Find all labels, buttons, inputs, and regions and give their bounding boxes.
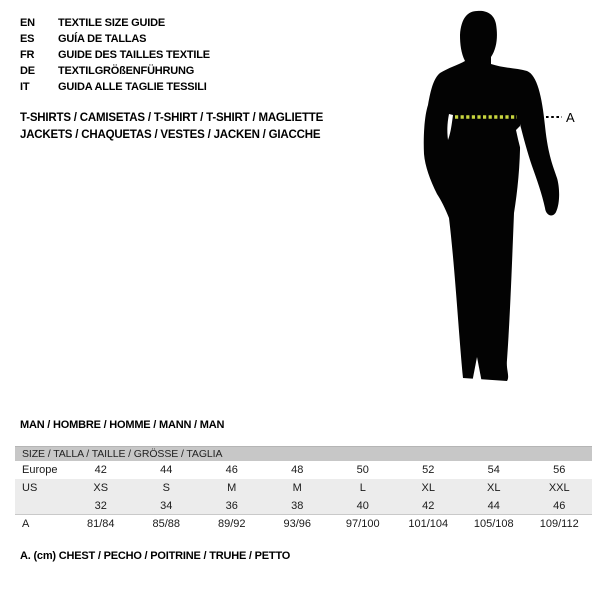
table-cell: 46 <box>225 464 238 476</box>
garment-categories <box>20 110 323 144</box>
row-label: A <box>22 518 30 530</box>
table-cell: M <box>227 482 237 494</box>
table-cell: 85/88 <box>152 518 181 530</box>
table-cell: XL <box>487 482 501 494</box>
table-cell: 56 <box>553 464 566 476</box>
legend-row-en <box>20 15 210 31</box>
measurement-figure <box>415 8 590 388</box>
table-cell: 42 <box>422 500 435 512</box>
lang-code: ES <box>20 33 35 45</box>
table-cell: 93/96 <box>283 518 312 530</box>
lang-title: TEXTILGRÖßENFÜHRUNG <box>58 65 195 77</box>
table-cell: 54 <box>487 464 500 476</box>
legend-row-fr <box>20 47 210 63</box>
lang-code: FR <box>20 49 35 61</box>
lang-title: GUÍA DE TALLAS <box>58 33 147 45</box>
lang-code: IT <box>20 81 30 93</box>
table-cell: 44 <box>487 500 500 512</box>
table-cell: 81/84 <box>86 518 115 530</box>
size-table-header: SIZE / TALLA / TAILLE / GRÖSSE / TAGLIA <box>15 446 592 461</box>
table-row-us <box>15 479 592 497</box>
category-line-jackets: JACKETS / CHAQUETAS / VESTES / JACKEN / GIACCHE <box>20 129 321 141</box>
table-cell: 42 <box>94 464 107 476</box>
table-cell: 48 <box>291 464 304 476</box>
lang-code: DE <box>20 65 35 77</box>
table-row-europe <box>15 461 592 479</box>
lang-title: GUIDA ALLE TAGLIE TESSILI <box>58 81 207 93</box>
table-cell: L <box>359 482 366 494</box>
table-cell: 32 <box>94 500 107 512</box>
measurement-footnote: A. (cm) CHEST / PECHO / POITRINE / TRUHE / PETTO <box>20 550 291 562</box>
table-cell: 44 <box>160 464 173 476</box>
table-cell: 97/100 <box>345 518 380 530</box>
table-cell: 46 <box>553 500 566 512</box>
lang-code: EN <box>20 17 35 29</box>
row-label <box>15 497 68 515</box>
row-label: Europe <box>22 464 58 476</box>
table-row-chest-cm <box>15 515 592 533</box>
row-label: US <box>22 482 38 494</box>
language-legend <box>20 15 210 95</box>
legend-row-de <box>20 63 210 79</box>
size-table <box>15 446 592 533</box>
table-cell: XXL <box>548 482 570 494</box>
man-silhouette-svg <box>415 8 590 388</box>
category-line-tshirts: T-SHIRTS / CAMISETAS / T-SHIRT / T-SHIRT / MAGLIETTE <box>20 112 324 124</box>
measure-label-a: A <box>566 110 575 125</box>
table-cell: 36 <box>225 500 238 512</box>
table-cell: 109/112 <box>539 518 579 530</box>
lang-title: GUIDE DES TAILLES TEXTILE <box>58 49 210 61</box>
table-cell: 34 <box>160 500 173 512</box>
legend-row-it <box>20 79 210 95</box>
lang-title: TEXTILE SIZE GUIDE <box>58 17 166 29</box>
table-cell: XS <box>93 482 109 494</box>
table-cell: S <box>162 482 170 494</box>
table-row-us-numeric <box>15 497 592 515</box>
table-cell: XL <box>421 482 435 494</box>
section-title-man: MAN / HOMBRE / HOMME / MANN / MAN <box>20 419 225 431</box>
table-cell: 101/104 <box>408 518 449 530</box>
table-cell: 40 <box>356 500 369 512</box>
table-cell: 89/92 <box>217 518 246 530</box>
table-cell: 105/108 <box>473 518 514 530</box>
table-cell: 50 <box>356 464 369 476</box>
legend-row-es <box>20 31 210 47</box>
table-cell: 38 <box>291 500 304 512</box>
table-cell: 52 <box>422 464 435 476</box>
table-cell: M <box>292 482 302 494</box>
